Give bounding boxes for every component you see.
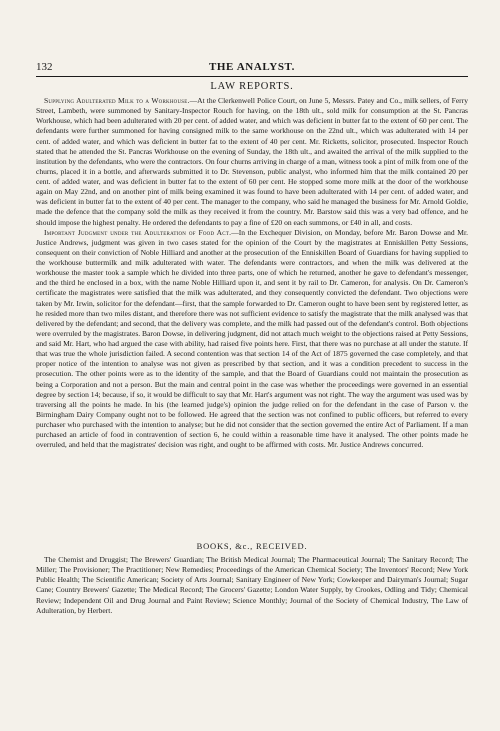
report-lead: Supplying Adulterated Milk to a Workhouse. (44, 96, 190, 105)
running-title: THE ANALYST. (208, 61, 296, 73)
law-reports-body (36, 96, 468, 450)
report-paragraph-milk-workhouse (36, 96, 468, 228)
page-header (36, 60, 468, 74)
report-text: —At the Clerkenwell Police Court, on June 5, Messrs. Patey and Co., milk sellers, of Ferry Street, Lambeth, were summoned by Sanitary-Inspector Rouch for having, on the 18th ult., sold milk for consumption at the St. Pancras Workhouse, which had been adulterated with 20 per cent. of added water, and which was deficient in butter fat to the extent of 60 per cent. The defendants were further summoned for having consigned milk to the same workhouse on the 22nd ult., which was adulterated with 14 per cent. of added water, and which was deficient in butter fat to the extent of 40 per cent. Mr. Ricketts, solicitor, prosecuted. Inspector Rouch stated that he attended the St. Pancras Workhouse on the evening of Sunday, the 18th ult., and awaited the arrival of the milk supplied to the institution by the defendants, who were the contractors. On four churns arriving in charge of a man, witness took a pint of milk from one of the churns, placed it in a bottle, and afterwards submitted it to Dr. Stevenson, public analyst, who informed him that the milk contained 20 per cent. of added water, and was deficient in butter fat to the extent of 60 per cent. He stopped some more milk at the door of the workhouse again on May 22nd, and on another pint of milk being examined it was found to have been adulterated with 14 per cent. of added water, and was deficient in butter fat to the extent of 40 per cent. The manager to the company, who said he managed the business for Mr. Arnold Goldie, made the defence that the company sold the milk as they received it from the country. Mr. Barstow said this was a very bad offence, and he should impose the highest penalty. He ordered the defendants to pay a fine of £20 on each summons, or £40 in all, and costs. (36, 96, 468, 227)
books-received-list: The Chemist and Druggist; The Brewers' Guardian; The British Medical Journal; The Pharmaceutical Journal; The Sanitary Record; The Miller; The Provisioner; The Practitioner; New Remedies; Proceedings of the American Chemical Society; The Inventors' Record; New York Public Health; The Scientific American; Society of Arts Journal; Sanitary Engineer of New York; Cowkeeper and Dairyman's Journal; Sugar Cane; Country Brewers' Gazette; The Medical Record; The Grocers' Gazette; London Water Supply, by Crookes, Odling and Tidy; Chemical Review; Independent Oil and Drug Journal and Paint Review; Science Monthly; Journal of the Society of Chemical Industry, The Law of Adulteration, by Herbert. (36, 555, 468, 615)
books-received-heading: BOOKS, &c., RECEIVED. (196, 541, 308, 551)
books-received-body (36, 555, 468, 616)
header-rule (36, 76, 468, 77)
report-text: —In the Exchequer Division, on Monday, before Mr. Baron Dowse and Mr. Justice Andrews, judgment was given in two cases stated for the opinion of the Court by the magistrates at Enniskillen Petty Sessions, consequent on their conviction of Noble Hilliard and another at the prosecution of the Enniskillen Board of Guardians for having supplied to the workhouse buttermilk and milk adulterated with water. The defendants were contractors, and when the milk was delivered at the workhouse the master took a sample which he divided into three parts, one of which he returned, another he gave to defendant's messenger, and the third he enclosed in a box, with the name Noble Hilliard upon it, and sent it by rail to Dr. Cameron, for analysis. On Dr. Cameron's certificate the magistrates were satisfied that the milk was adulterated, and they consequently convicted the defendant. Two objections were taken by Mr. Irwin, solicitor for the defendant—first, that the sample forwarded to Dr. Cameron ought to have been sent by registered letter, as he resided more than two miles distant, and therefore there was not sufficient evidence to satisfy the magistrate that the milk analysed was that delivered by the defendant; and second, that the delivery was complete, and the milk had passed out of the defendant's control. Both objections were overruled by the magistrates. Baron Dowse, in delivering judgment, did not attach much weight to the objections raised at Petty Sessions, and said Mr. Hart, who had argued the case with ability, had raised five points here. First, that there was no purchase at all under the statute. If that was true the whole jurisdiction failed. A second contention was that section 14 of the Act of 1875 governed the case completely, and that proper notice of the intention to analyse was not given as prescribed by that section, and it was a condition precedent to success in the prosecution. The other points were as to the identity of the sample, and that the Board of Guardians could not maintain the prosecution as being a Corporation and not a person. But the main and central point in the case was whether the proceedings were governed in an essential degree by section 14; because, if so, it would be difficult to say that Mr. Hart's argument was not right. The way the argument was used was by traversing all the points he made. In his (the learned judge's) opinion the judge relied on for the defendant in the case of Parson v. the Birmingham Dairy Company ought not to be followed. He agreed that the section was not confined to public officers, but referred to every purchaser who purchased with the intention to analyse; but he did not consider that the section governed the entire Act of Parliament. If a man purchased an article of food in contravention of section 6, he could within a reasonable time have it analysed. The other points made he overruled, and held that the magistrates' decision was right, and ought to be affirmed with costs. Mr. Justice Andrews concurred. (36, 227, 468, 450)
report-paragraph-important-judgment (36, 228, 468, 451)
page-number: 132 (36, 61, 53, 73)
law-reports-heading: LAW REPORTS. (210, 81, 294, 92)
report-lead: Important Judgment under the Adulteration of Food Act. (44, 227, 232, 237)
